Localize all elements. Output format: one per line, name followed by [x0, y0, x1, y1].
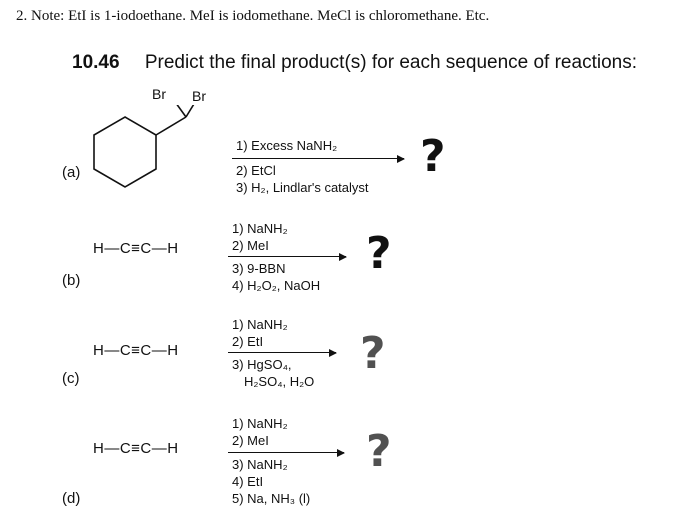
part-d-label: (d) [62, 490, 81, 507]
part-a-reagents-above [236, 137, 337, 154]
reagent-step: 1) NaNH₂ [232, 221, 288, 236]
cyclohexane-ring-icon [90, 105, 200, 195]
reaction-arrow-icon [228, 256, 346, 257]
answer-question-mark: ? [420, 131, 446, 182]
reagent-step: 2) EtCl [236, 163, 276, 178]
reagent-step: 2) EtI [232, 334, 264, 349]
reaction-arrow-icon [228, 452, 344, 453]
part-c-reagents-below [232, 356, 314, 390]
part-a-reagents-below [236, 162, 369, 196]
reagent-step: 3) HgSO₄, [232, 357, 292, 372]
reagent-step: 1) NaNH₂ [232, 317, 288, 332]
reagent-step: 1) NaNH₂ [232, 416, 288, 431]
reagent-step: 2) MeI [232, 433, 269, 448]
acetylene-substrate: H—C≡C—H [93, 240, 179, 257]
part-d-reagents-below [232, 456, 310, 507]
reagent-step: 3) H₂, Lindlar's catalyst [236, 180, 369, 195]
reagent-step: 1) Excess NaNH₂ [236, 138, 338, 153]
reagent-step: 4) H₂O₂, NaOH [232, 278, 321, 293]
reagent-step: H₂SO₄, H₂O [244, 374, 315, 389]
problem-prompt: Predict the final product(s) for each sequence of reactions: [144, 52, 637, 73]
reagent-step: 3) 9-BBN [232, 261, 286, 276]
part-a-label: (a) [62, 164, 81, 181]
part-b-label: (b) [62, 272, 81, 289]
reaction-arrow-icon [232, 158, 404, 159]
reagent-step: 5) Na, NH₃ (l) [232, 491, 311, 506]
reagent-step: 4) EtI [232, 474, 264, 489]
problem-number: 10.46 [72, 52, 120, 73]
answer-question-mark: ? [360, 328, 386, 379]
reagent-step: 3) NaNH₂ [232, 457, 288, 472]
answer-question-mark: ? [366, 426, 392, 477]
part-d-reagents-above [232, 415, 288, 449]
part-b-reagents-below [232, 260, 320, 294]
reagent-step: 2) MeI [232, 238, 269, 253]
acetylene-substrate: H—C≡C—H [93, 342, 179, 359]
answer-question-mark: ? [366, 228, 392, 279]
part-c-reagents-above [232, 316, 288, 350]
part-b-reagents-above [232, 220, 288, 254]
acetylene-substrate: H—C≡C—H [93, 440, 179, 457]
assignment-note: 2. Note: EtI is 1-iodoethane. MeI is iodomethane. MeCl is chloromethane. Etc. [16, 8, 490, 24]
bromine-label-1: Br [152, 86, 166, 102]
problem-header [72, 52, 637, 74]
bromine-label-2: Br [192, 88, 206, 104]
reaction-arrow-icon [228, 352, 336, 353]
part-c-label: (c) [62, 370, 80, 387]
